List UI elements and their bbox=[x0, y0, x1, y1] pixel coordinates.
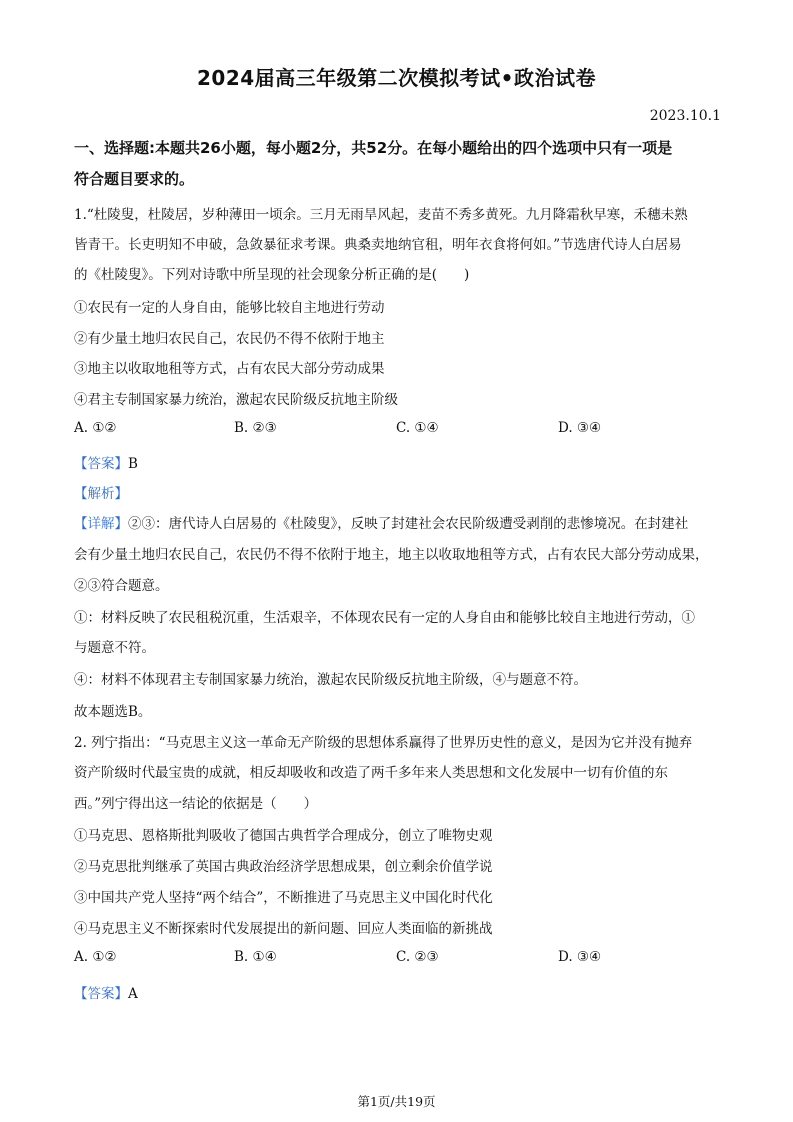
q2-statement-4: ④马克思主义不断探索时代发展提出的新问题、回应人类面临的新挑战 bbox=[74, 921, 493, 937]
q1-stem-line-3: 的《杜陵叟》。下列对诗歌中所呈现的社会现象分析正确的是( ) bbox=[74, 267, 470, 283]
q1-option-c: C. ①④ bbox=[396, 420, 439, 436]
q2-answer bbox=[74, 982, 138, 1002]
q1-option-b: B. ②③ bbox=[234, 420, 277, 436]
q1-stem-line-1: 1.“杜陵叟，杜陵居，岁种薄田一顷余。三月无雨旱风起，麦苗不秀多黄死。九月降霜秋早寒，禾穗未熟 bbox=[74, 207, 688, 223]
q1-detail-line-2: 会有少量土地归农民自己，农民仍不得不依附于地主，地主以收取地租等方式，占有农民大部分劳动成果， bbox=[74, 547, 709, 563]
section-heading-line-2: 符合题目要求的。 bbox=[74, 170, 195, 188]
q2-stem-line-2: 资产阶级时代最宝贵的成就，相反却吸收和改造了两千多年来人类思想和文化发展中一切有价值的东 bbox=[74, 765, 668, 781]
q2-stem-line-3: 西。”列宁得出这一结论的依据是（ ） bbox=[74, 796, 318, 812]
q1-detail-line-6: ④：材料不体现君主专制国家暴力统治，激起农民阶级反抗地主阶级，④与题意不符。 bbox=[74, 672, 587, 688]
q2-statement-3: ③中国共产党人坚持“两个结合”，不断推进了马克思主义中国化时代化 bbox=[74, 890, 493, 906]
q1-answer bbox=[74, 452, 138, 472]
q2-option-b: B. ①④ bbox=[234, 949, 277, 965]
q1-option-d: D. ③④ bbox=[558, 420, 602, 436]
q1-analysis bbox=[74, 482, 128, 502]
section-heading-line-1: 一、选择题:本题共26小题，每小题2分，共52分。在每小题给出的四个选项中只有一项是 bbox=[74, 139, 673, 157]
detail-tag: 【详解】 bbox=[74, 516, 128, 532]
q1-detail-line-5: 与题意不符。 bbox=[74, 640, 155, 656]
q1-detail-line-1 bbox=[74, 512, 688, 532]
q1-stem-line-2: 皆青干。长吏明知不申破，急敛暴征求考课。典桑卖地纳官租，明年衣食将何如。”节选唐代诗人白居易 bbox=[74, 237, 682, 253]
answer-tag: 【答案】 bbox=[74, 986, 128, 1002]
q1-detail-line-4: ①：材料反映了农民租税沉重，生活艰辛，不体现农民有一定的人身自由和能够比较自主地进行劳动，① bbox=[74, 610, 695, 626]
q2-statement-1: ①马克思、恩格斯批判吸收了德国古典哲学合理成分，创立了唯物史观 bbox=[74, 828, 493, 844]
page-title: 2024届高三年级第二次模拟考试•政治试卷 bbox=[197, 66, 596, 90]
q1-option-a: A. ①② bbox=[74, 420, 117, 436]
analysis-tag: 【解析】 bbox=[74, 486, 128, 502]
detail-text: ②③：唐代诗人白居易的《杜陵叟》，反映了封建社会农民阶级遭受剥削的悲惨境况。在封建社 bbox=[128, 516, 689, 532]
answer-tag: 【答案】 bbox=[74, 456, 128, 472]
answer-value: B bbox=[128, 456, 138, 472]
q2-statement-2: ②马克思批判继承了英国古典政治经济学思想成果，创立剩余价值学说 bbox=[74, 859, 493, 875]
q2-option-a: A. ①② bbox=[74, 949, 117, 965]
q1-statement-1: ①农民有一定的人身自由，能够比较自主地进行劳动 bbox=[74, 300, 385, 316]
page-number: 第1页/共19页 bbox=[357, 1094, 436, 1109]
q1-statement-2: ②有少量土地归农民自己，农民仍不得不依附于地主 bbox=[74, 331, 385, 347]
q1-conclusion: 故本题选B。 bbox=[74, 704, 152, 720]
q1-statement-3: ③地主以收取地租等方式，占有农民大部分劳动成果 bbox=[74, 361, 385, 377]
exam-date: 2023.10.1 bbox=[649, 108, 721, 124]
answer-value: A bbox=[128, 986, 138, 1002]
q2-option-c: C. ②③ bbox=[396, 949, 439, 965]
q2-stem-line-1: 2. 列宁指出：“马克思主义这一革命无产阶级的思想体系赢得了世界历史性的意义，是因为它并没有抛弃 bbox=[74, 735, 693, 751]
q1-statement-4: ④君主专制国家暴力统治，激起农民阶级反抗地主阶级 bbox=[74, 392, 398, 408]
q1-detail-line-3: ②③符合题意。 bbox=[74, 578, 169, 594]
q2-option-d: D. ③④ bbox=[558, 949, 602, 965]
